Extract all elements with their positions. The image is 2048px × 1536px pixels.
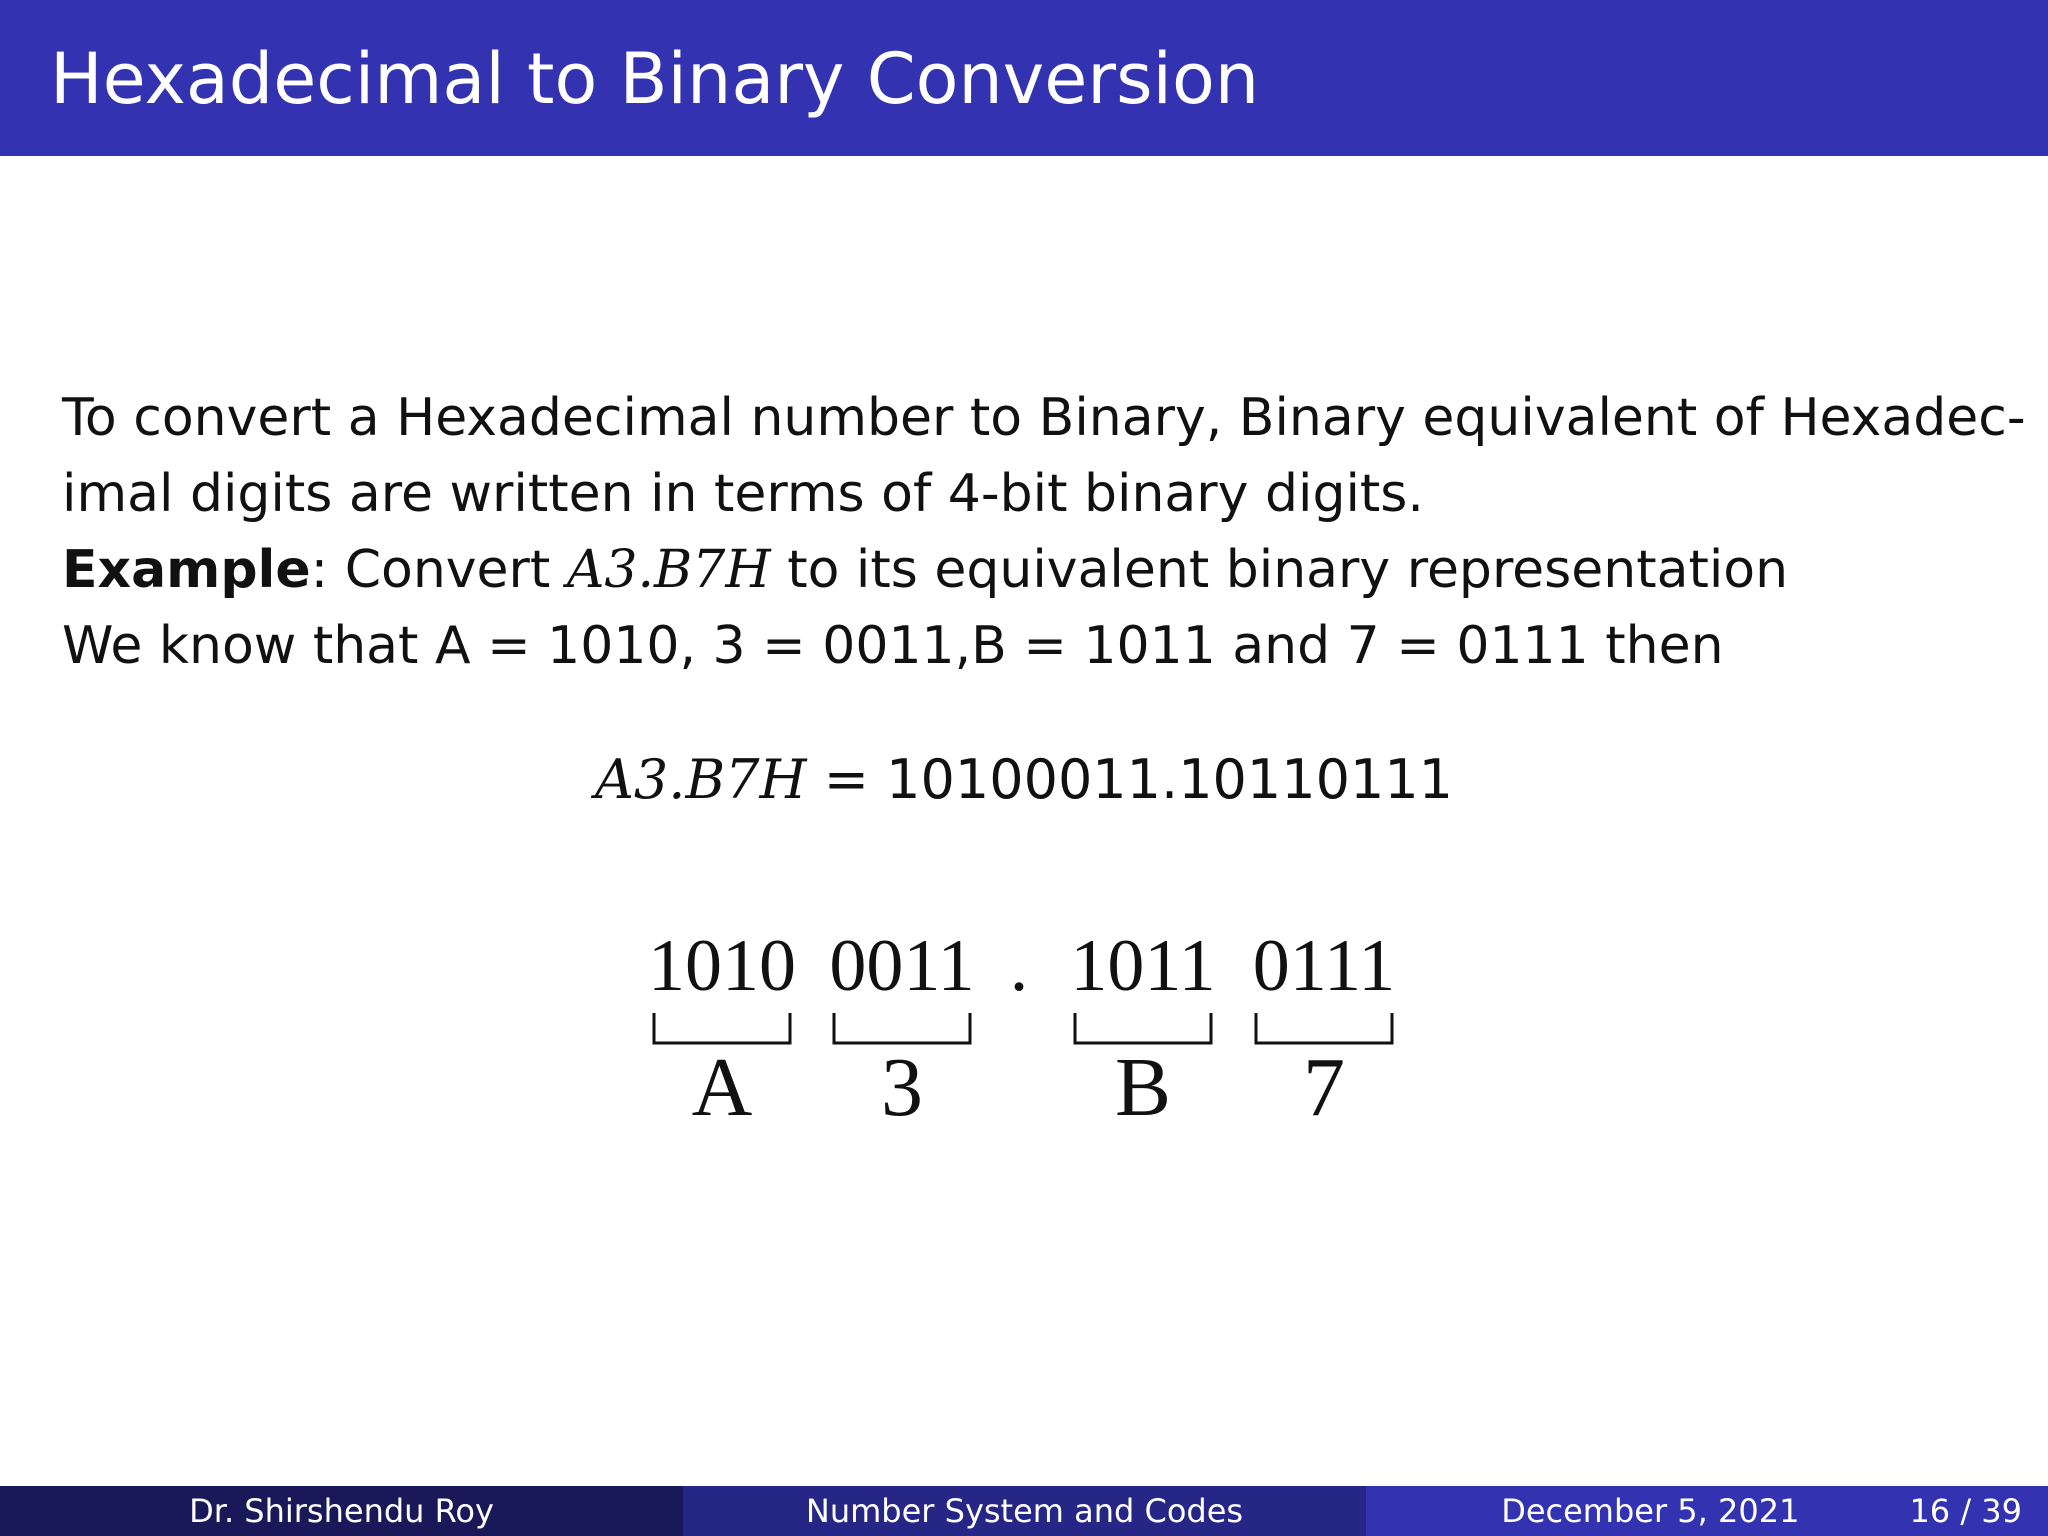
footer-page-number: 16 / 39 — [1909, 1492, 2022, 1530]
group-digit-0: A — [691, 1041, 753, 1134]
footer-title: Number System and Codes — [683, 1486, 1366, 1536]
group-bracket-2 — [1075, 1013, 1211, 1043]
equation-rhs: 10100011.10110111 — [886, 748, 1454, 811]
footer-date-page — [1366, 1486, 2048, 1536]
group-bits-3: 0111 — [1252, 925, 1396, 1007]
footer — [0, 1486, 2048, 1536]
equation-lhs: A3.B7H — [594, 748, 807, 811]
example-label: Example — [62, 540, 311, 600]
footer-author: Dr. Shirshendu Roy — [0, 1486, 683, 1536]
binary-point: . — [1009, 925, 1029, 1007]
group-bracket-0 — [654, 1013, 790, 1043]
body-line-2: imal digits are written in terms of 4-bit binary digits. — [62, 464, 1424, 524]
group-digit-2: B — [1114, 1041, 1172, 1134]
example-line — [62, 532, 1992, 608]
equation-equals: = — [806, 748, 887, 811]
title-bar — [0, 0, 2048, 156]
group-digit-1: 3 — [881, 1041, 923, 1134]
body-line-1: To convert a Hexadecimal number to Binary, Binary equivalent of Hexadec- — [62, 388, 2026, 448]
conversion-equation — [0, 745, 2048, 815]
group-bracket-3 — [1256, 1013, 1392, 1043]
slide-title: Hexadecimal to Binary Conversion — [50, 38, 1260, 120]
example-rest: to its equivalent binary representation — [770, 540, 1789, 600]
known-values-line: We know that A = 1010, 3 = 0011,B = 1011 and 7 = 0111 then — [62, 616, 1724, 676]
example-separator: : Convert — [310, 540, 567, 600]
group-bits-0: 1010 — [648, 925, 796, 1007]
example-expression: A3.B7H — [566, 540, 771, 600]
slide-body — [62, 380, 2026, 684]
footer-date: December 5, 2021 — [1501, 1492, 1800, 1530]
group-bracket-1 — [834, 1013, 970, 1043]
group-bits-2: 1011 — [1070, 925, 1216, 1007]
group-digit-3: 7 — [1303, 1041, 1345, 1134]
group-bits-1: 0011 — [829, 925, 975, 1007]
